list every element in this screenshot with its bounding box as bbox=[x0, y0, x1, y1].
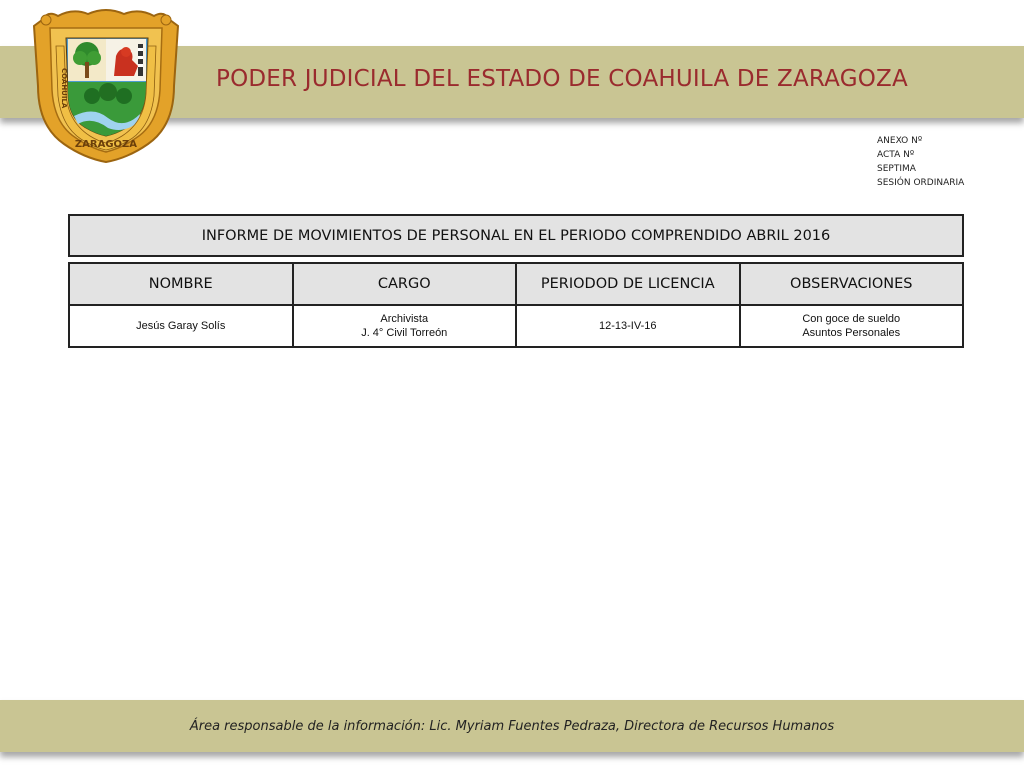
coat-of-arms-logo bbox=[28, 6, 184, 164]
cell-nombre: Jesús Garay Solís bbox=[69, 305, 293, 347]
session-type: SESIÓN ORDINARIA bbox=[877, 178, 965, 188]
report-title: INFORME DE MOVIMIENTOS DE PERSONAL EN EL PERIODO COMPRENDIDO ABRIL 2016 bbox=[68, 214, 964, 257]
table-header-row bbox=[69, 263, 963, 305]
page-title: PODER JUDICIAL DEL ESTADO DE COAHUILA DE ZARAGOZA bbox=[216, 66, 908, 92]
cargo-position: Archivista bbox=[380, 313, 429, 325]
column-header-cargo: CARGO bbox=[293, 263, 517, 305]
footer-band bbox=[0, 700, 1024, 752]
acta-number: ACTA Nº bbox=[877, 150, 915, 160]
svg-text:ZARAGOZA: ZARAGOZA bbox=[74, 139, 138, 150]
svg-text:COAHUILA: COAHUILA bbox=[60, 68, 68, 109]
cell-observaciones bbox=[740, 305, 964, 347]
column-header-periodo: PERIODOD DE LICENCIA bbox=[516, 263, 740, 305]
observation-reason: Asuntos Personales bbox=[802, 327, 901, 339]
observation-pay: Con goce de sueldo bbox=[802, 313, 901, 325]
cell-cargo bbox=[293, 305, 517, 347]
column-header-nombre: NOMBRE bbox=[69, 263, 293, 305]
table-row bbox=[69, 305, 963, 347]
personnel-table bbox=[68, 262, 964, 348]
footer-responsible-area: Área responsable de la información: Lic. Myriam Fuentes Pedraza, Directora de Recursos Humanos bbox=[189, 718, 835, 734]
annex-info bbox=[877, 134, 964, 190]
session-ordinal: SEPTIMA bbox=[877, 164, 916, 174]
cargo-court: J. 4° Civil Torreón bbox=[361, 327, 448, 339]
column-header-observaciones: OBSERVACIONES bbox=[740, 263, 964, 305]
cell-periodo: 12-13-IV-16 bbox=[516, 305, 740, 347]
annex-number: ANEXO Nº bbox=[877, 136, 923, 146]
